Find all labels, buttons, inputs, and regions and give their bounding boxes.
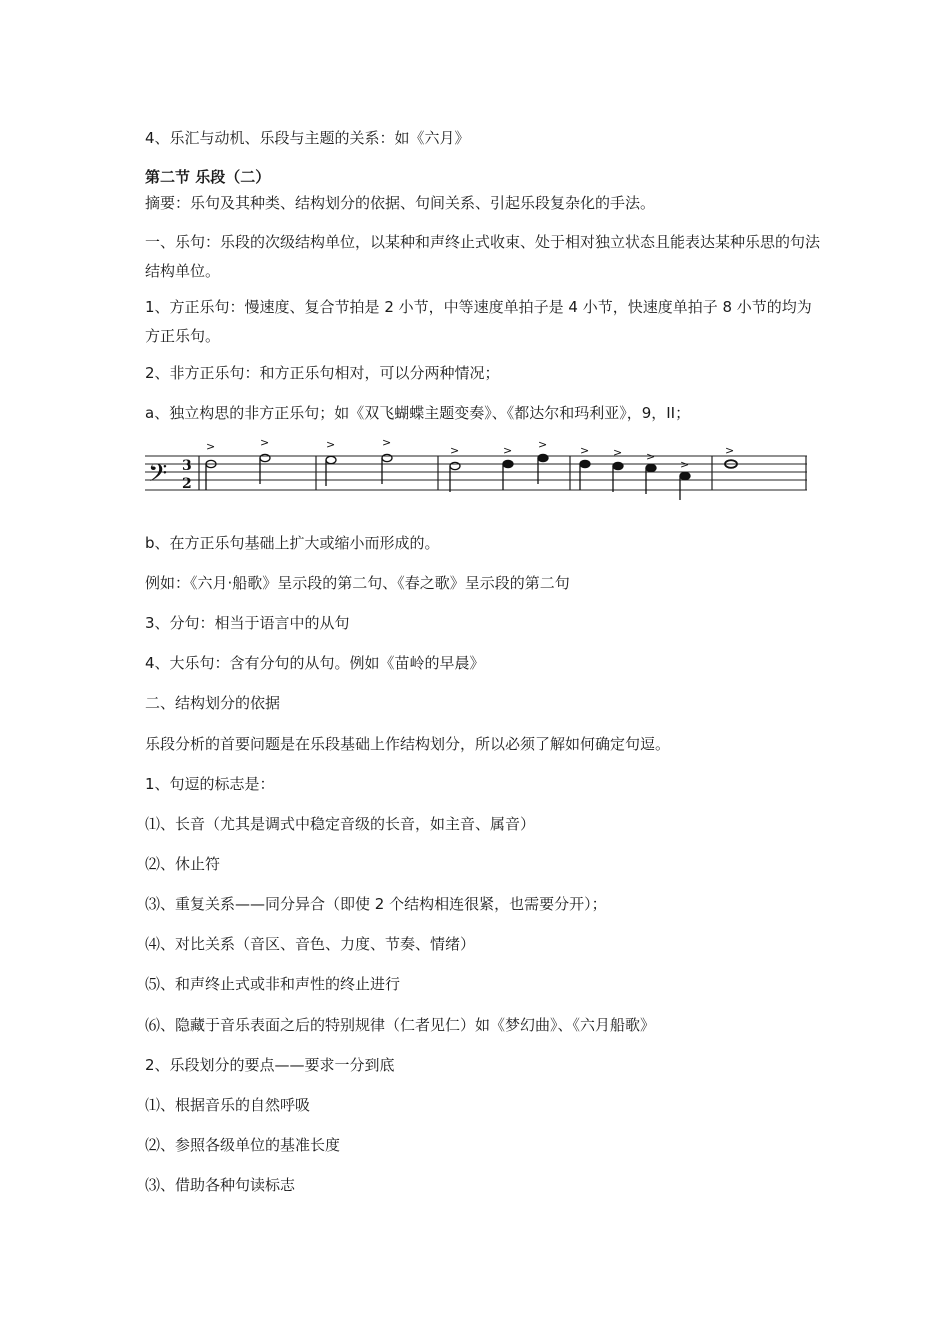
- svg-text:>: >: [580, 444, 590, 457]
- svg-text:>: >: [260, 438, 270, 449]
- paragraph-non-square-phrase: 2、非方正乐句：和方正乐句相对，可以分两种情况；: [145, 364, 500, 382]
- list-item: ⑵、参照各级单位的基准长度: [145, 1136, 341, 1154]
- list-item: ⑵、休止符: [145, 855, 221, 873]
- svg-text:2: 2: [182, 476, 192, 492]
- list-item: ⑴、长音（尤其是调式中稳定音级的长音，如主音、属音）: [145, 815, 536, 833]
- staff-lines: [145, 456, 807, 490]
- svg-text:>: >: [680, 458, 690, 471]
- list-item: ⑶、重复关系——同分异合（即使 2 个结构相连很紧，也需要分开）；: [145, 895, 607, 913]
- paragraph-example: 例如：《六月·船歌》呈示段的第二句、《春之歌》呈示段的第二句: [145, 574, 570, 592]
- svg-text:>: >: [503, 444, 513, 457]
- list-item: ⑸、和声终止式或非和声性的终止进行: [145, 975, 401, 993]
- notes: [206, 454, 737, 500]
- music-score-image: [145, 438, 810, 504]
- svg-text:>: >: [646, 450, 656, 463]
- svg-text:𝄢: 𝄢: [148, 459, 168, 494]
- paragraph-analysis-problem: 乐段分析的首要问题是在乐段基础上作结构划分，所以必须了解如何确定句逗。: [145, 735, 671, 753]
- time-signature: [182, 458, 192, 492]
- svg-text:>: >: [450, 444, 460, 457]
- paragraph-phrase-definition: 一、乐句：乐段的次级结构单位，以某种和声终止式收束、处于相对独立状态且能表达某种乐思的句法结构单位。: [145, 233, 821, 280]
- svg-text:>: >: [206, 440, 216, 453]
- section-title: 第二节 乐段（二）: [145, 168, 271, 186]
- bass-clef-icon: [148, 459, 167, 494]
- svg-text:>: >: [725, 444, 735, 457]
- svg-text:>: >: [538, 438, 548, 451]
- svg-text:>: >: [382, 438, 392, 449]
- paragraph-division-points: 2、乐段划分的要点——要求一分到底: [145, 1056, 395, 1074]
- list-item: ⑹、隐藏于音乐表面之后的特别规律（仁者见仁）如《梦幻曲》、《六月船歌》: [145, 1016, 656, 1034]
- svg-text:3: 3: [182, 458, 192, 474]
- svg-text:>: >: [613, 446, 623, 459]
- l1: 4、乐汇与动机、乐段与主题的关系：如《六月》: [145, 129, 470, 147]
- paragraph-item-a: a、独立构思的非方正乐句；如《双飞蝴蝶主题变奏》、《都达尔和玛利亚》，9，II；: [145, 404, 691, 422]
- paragraph-marks-heading: 1、句逗的标志是：: [145, 775, 275, 793]
- paragraph-sub-phrase: 3、分句：相当于语言中的从句: [145, 614, 350, 632]
- paragraph-large-phrase: 4、大乐句：含有分句的从句。例如《苗岭的早晨》: [145, 654, 485, 672]
- paragraph-square-phrase: 1、方正乐句：慢速度、复合节拍是 2 小节，中等速度单拍子是 4 小节，快速度单拍子 8 小节的均为方正乐句。: [145, 298, 812, 345]
- list-item: ⑶、借助各种句读标志: [145, 1176, 296, 1194]
- svg-text:>: >: [326, 438, 336, 451]
- abstract: 摘要：乐句及其种类、结构划分的依据、句间关系、引起乐段复杂化的手法。: [145, 194, 656, 212]
- list-item: ⑴、根据音乐的自然呼吸: [145, 1096, 311, 1114]
- paragraph-item-b: b、在方正乐句基础上扩大或缩小而形成的。: [145, 534, 440, 552]
- paragraph-structure-basis: 二、结构划分的依据: [145, 694, 281, 712]
- list-item: ⑷、对比关系（音区、音色、力度、节奏、情绪）: [145, 935, 476, 953]
